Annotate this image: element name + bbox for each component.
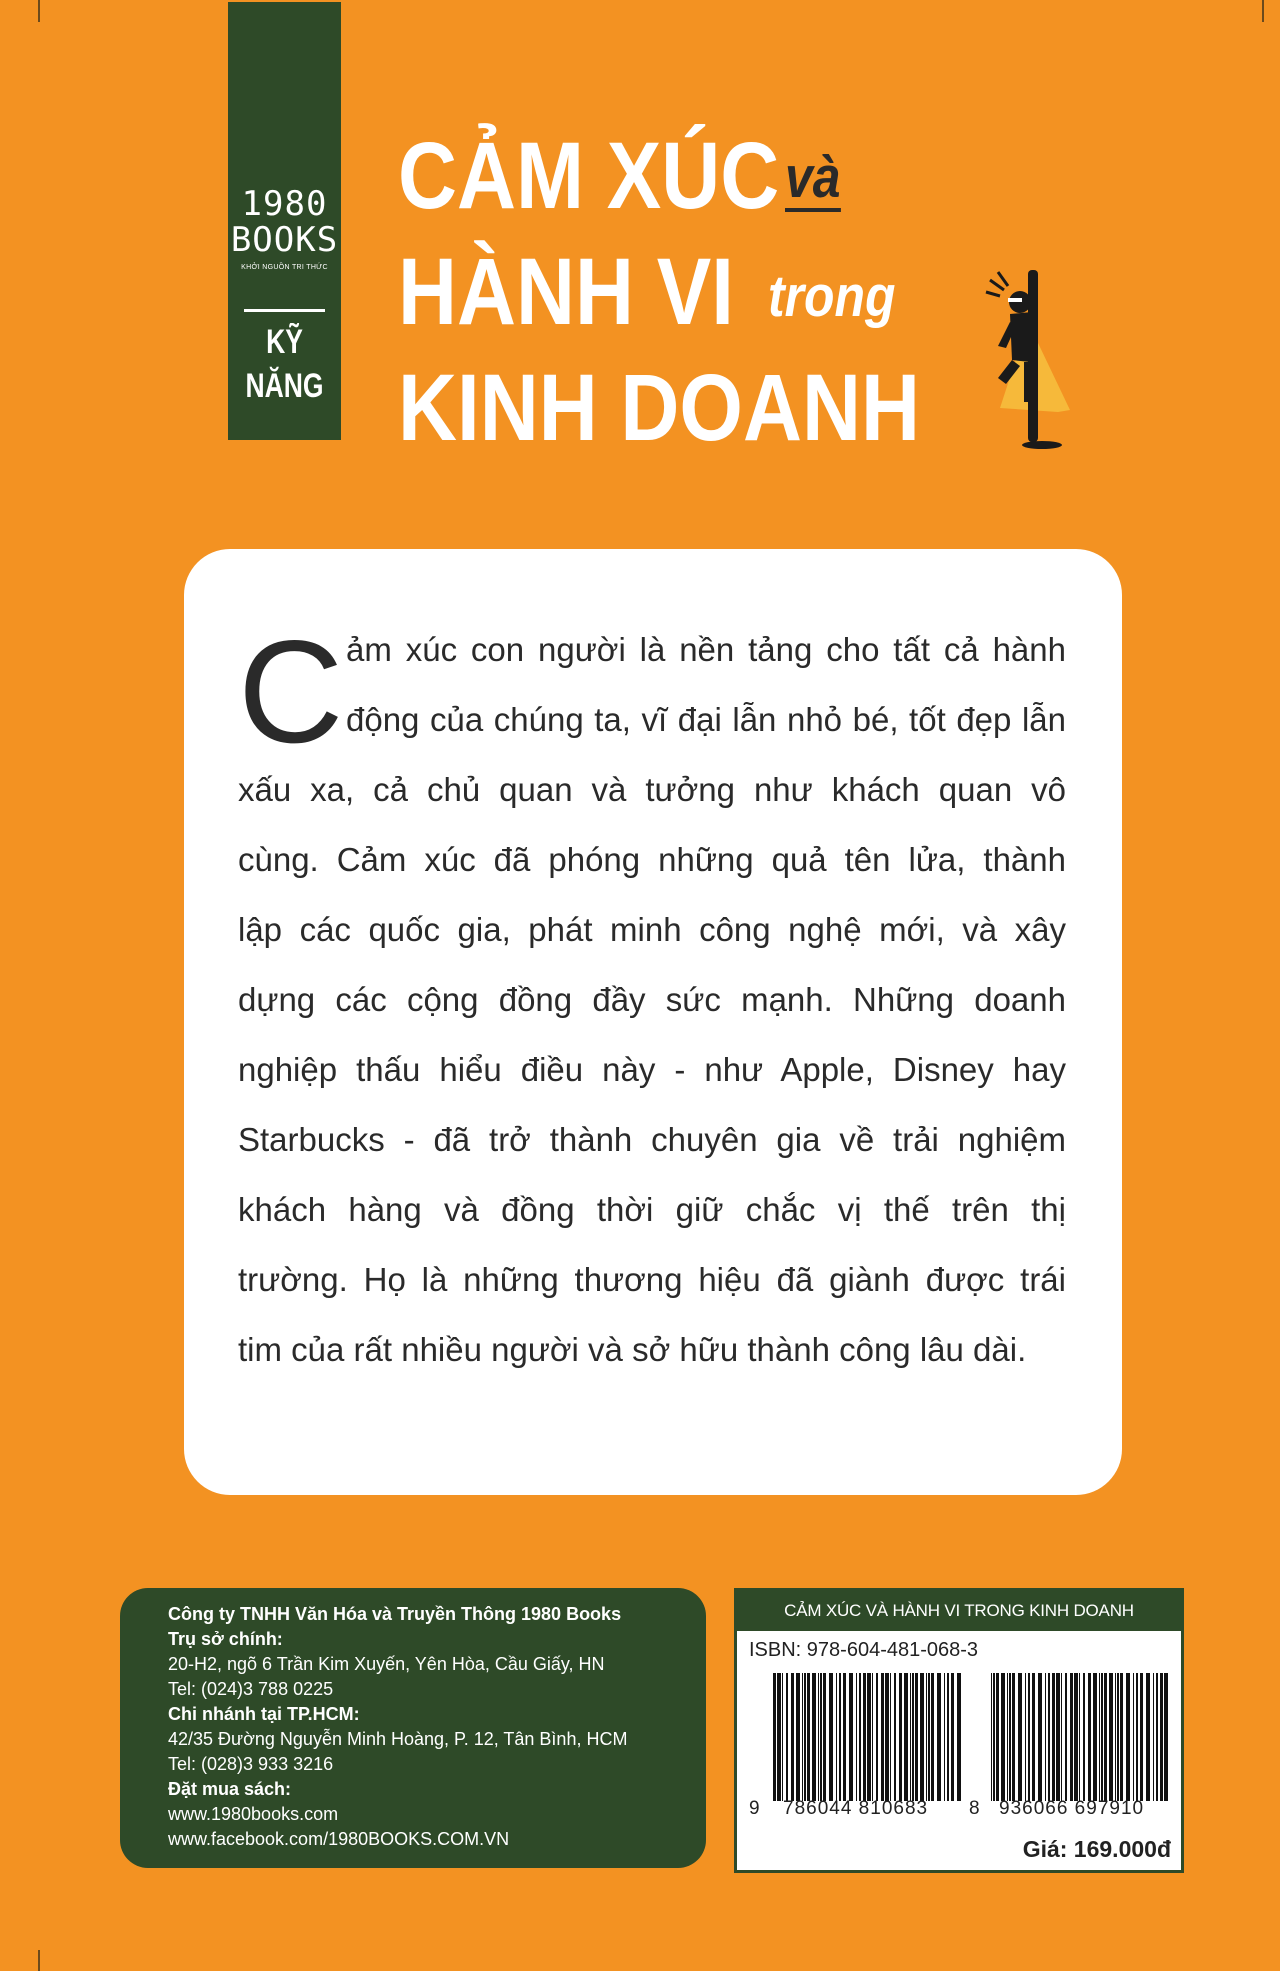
blurb-dropcap: C [238,610,344,773]
crop-mark-bottom-left [38,1950,40,1971]
barcode-bar [1140,1673,1143,1801]
barcode-bar [926,1673,927,1801]
blurb-line: tim của rất nhiều người và sở hữu thành công lâu dài. [238,1331,1027,1368]
barcode-product-first-digit: 8 [969,1798,981,1819]
title-line-3: KINH DOANH [398,355,920,461]
barcode-bar [777,1673,781,1801]
category-line-2: NĂNG [245,367,324,405]
crop-mark-top-left [38,0,40,22]
barcode-bar [951,1673,954,1801]
title-connector-trong: trong [768,264,896,329]
blurb-card [184,549,1122,1495]
category-line-1: KỸ [266,323,303,361]
barcode-bar [1009,1673,1011,1801]
brand-spine [228,2,341,440]
barcode-bar [947,1673,949,1801]
brand-tagline: KHỞI NGUỒN TRI THỨC [241,264,328,271]
isbn-number: ISBN: 978-604-481-068-3 [749,1639,979,1661]
barcode-bar [1074,1673,1078,1801]
publisher-branch-address: 42/35 Đường Nguyễn Minh Hoàng, P. 12, Tân Bình, HCM [168,1729,628,1749]
brand-name: BOOKS [230,220,339,260]
barcode-bar [1018,1673,1022,1801]
barcode-bar [1007,1673,1008,1801]
title-line-2: HÀNH VI [398,239,734,345]
barcode-bar [1104,1673,1107,1801]
barcode-bar [890,1673,891,1801]
barcode-bar [796,1673,800,1801]
barcode-bar [863,1673,866,1801]
barcode-bar [791,1673,794,1801]
barcode-bar [818,1673,819,1801]
barcode-bar [915,1673,918,1801]
barcode-bar [876,1673,878,1801]
barcode-bar [1038,1673,1042,1801]
publisher-info [120,1588,706,1868]
publisher-company: Công ty TNHH Văn Hóa và Truyền Thông 1980 Books [168,1604,622,1624]
book-price: Giá: 169.000đ [1022,1836,1171,1862]
barcode-bar [782,1673,783,1801]
barcode-bar [872,1673,873,1801]
barcode-bar [829,1673,833,1801]
blurb-line: dựng các cộng đồng đầy sức mạnh. Những doanh [238,981,1066,1018]
isbn-box-title: CẢM XÚC VÀ HÀNH VI TRONG KINH DOANH [737,1591,1181,1631]
publisher-hq-label: Trụ sở chính: [168,1629,283,1649]
barcode-bar [957,1673,961,1801]
barcode-bar [1164,1673,1168,1801]
barcode-bar [1153,1673,1154,1801]
barcode-bar [1065,1673,1067,1801]
publisher-hq-address: 20-H2, ngõ 6 Trần Kim Xuyến, Yên Hòa, Cầu Giấy, HN [168,1654,605,1674]
barcode-isbn-digits: 786044 810683 [783,1798,929,1819]
barcode-bar [1045,1673,1046,1801]
barcode-bar [843,1673,846,1801]
barcode-bar [1083,1673,1085,1801]
barcode-bar [836,1673,837,1801]
book-title [398,118,1005,466]
blurb-text [238,610,1066,1385]
barcode-bar [859,1673,861,1801]
blurb-line: Starbucks - đã trở thành chuyên gia về trải nghiệm [238,1121,1066,1158]
publisher-hq-tel: Tel: (024)3 788 0225 [168,1679,334,1699]
barcode-bar [1109,1673,1113,1801]
barcode-bar [823,1673,826,1801]
title-connector-va: và [785,145,841,210]
barcode-bar [1001,1673,1005,1801]
barcode-bar [804,1673,806,1801]
barcode-bar [1115,1673,1116,1801]
barcode-bar [1156,1673,1158,1801]
barcode-product-digits: 936066 697910 [999,1798,1145,1819]
publisher-branch-tel: Tel: (028)3 933 3216 [168,1754,334,1774]
barcode-isbn-first-digit: 9 [749,1798,761,1819]
spine-divider [244,309,325,312]
barcode-isbn [771,1673,967,1801]
barcode-bar [1052,1673,1055,1801]
blurb-line: cùng. Cảm xúc đã phóng những quả tên lửa, thành [238,841,1066,878]
barcode-bar [899,1673,902,1801]
barcode-bar [1160,1673,1163,1801]
blurb-line: xấu xa, cả chủ quan và tưởng như khách quan vô [238,771,1066,808]
barcode-bar [991,1673,992,1801]
publisher-branch-label: Chi nhánh tại TP.HCM: [168,1704,360,1724]
barcode-bar [786,1673,788,1801]
barcode-bar [1070,1673,1073,1801]
barcode-bar [928,1673,930,1801]
barcode-bar [944,1673,945,1801]
publisher-facebook: www.facebook.com/1980BOOKS.COM.VN [168,1829,510,1849]
blurb-line: lập các quốc gia, phát minh công nghệ mới, và xây [238,911,1066,948]
barcode-bar [812,1673,816,1801]
barcode-bar [1101,1673,1103,1801]
publisher-website: www.1980books.com [168,1804,339,1824]
barcode-bar [1048,1673,1050,1801]
barcode-bar [1032,1673,1035,1801]
barcode-bar [802,1673,803,1801]
barcode-product [989,1673,1173,1801]
barcode-bar [894,1673,896,1801]
barcode-bar [856,1673,857,1801]
barcode-bar [1126,1673,1130,1801]
barcode-bar [1136,1673,1138,1801]
isbn-box [734,1588,1184,1873]
barcode-bar [1012,1673,1015,1801]
barcode-bar [1120,1673,1123,1801]
brand-logo [228,186,341,258]
blurb-line: khách hàng và đồng thời giữ chắc vị thế trên thị [238,1191,1066,1228]
barcode-bar [1146,1673,1150,1801]
barcode-bar [931,1673,934,1801]
brand-year: 1980 [241,184,328,224]
barcode-bar [904,1673,908,1801]
climbing-hero-icon [950,262,1070,462]
barcode-bar [910,1673,911,1801]
barcode-bar [993,1673,995,1801]
barcode-bar [1088,1673,1091,1801]
category-label [240,320,328,408]
barcode-bar [1056,1673,1060,1801]
barcode-bar [1061,1673,1062,1801]
barcode-bar [912,1673,914,1801]
barcode-bar [885,1673,889,1801]
blurb-line: ảm xúc con người là nền tảng cho tất cả hành [346,631,1066,668]
title-line-1: CẢM XÚC [398,123,780,229]
barcode-bar [1117,1673,1119,1801]
blurb-line: động của chúng ta, vĩ đại lẫn nhỏ bé, tốt đẹp lẫn [346,701,1066,738]
barcode-bar [1093,1673,1097,1801]
crop-mark-top-right [1262,0,1264,22]
barcode-bar [773,1673,776,1801]
barcode-bar [849,1673,853,1801]
blurb-line: nghiệp thấu hiểu điều này - như Apple, Disney hay [238,1051,1066,1088]
barcode-bar [1028,1673,1030,1801]
barcode-bar [807,1673,810,1801]
barcode-bar [881,1673,884,1801]
publisher-order-label: Đặt mua sách: [168,1779,292,1799]
barcode-bar [937,1673,941,1801]
barcode-bar [839,1673,841,1801]
barcode-bar [1133,1673,1134,1801]
blurb-line: trường. Họ là những thương hiệu đã giành được trái [238,1261,1066,1298]
barcode-bar [1099,1673,1100,1801]
barcode-bar [820,1673,822,1801]
barcode-bar [1079,1673,1080,1801]
barcode-bar [1025,1673,1026,1801]
barcode-bar [920,1673,924,1801]
barcode-bar [867,1673,871,1801]
barcode-bar [996,1673,999,1801]
